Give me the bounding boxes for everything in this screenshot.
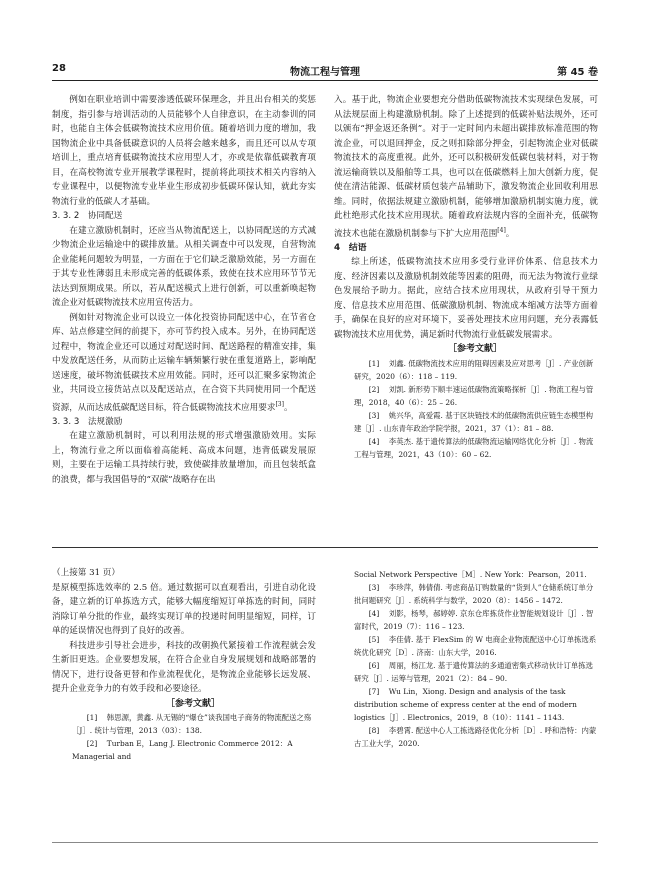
footer-rule	[52, 842, 598, 843]
section-heading: 4 结语	[334, 242, 367, 253]
lower-right-column	[334, 568, 598, 750]
reference-item: [1] 刘鑫. 低碳物流技术应用的阻碍因素及应对思考［J］. 产业创新研究，2020（6）：118 – 119.	[354, 358, 594, 381]
reference-item: [2] 刘凯. 新形势下顺丰速运低碳物流策略探析［J］. 物流工程与管理，2018，40（6）：25 – 26.	[354, 384, 594, 407]
citation: [3]	[275, 400, 284, 408]
paragraph: 在建立激励机制时，可以利用法规的形式增强激励效用。实际上，物流行业之所以面临着高能耗、高成本问题，违背低碳发展原则，主要在于运输工具持续行驶，致使碳排放量增加，而且包装纸盒的浪费，都与我国倡导的“双碳”战略存在出	[52, 431, 316, 485]
section-divider	[52, 547, 598, 548]
references-title: ［参考文献］	[165, 698, 220, 709]
reference-item: [4] 李英杰. 基于遗传算法的低碳物流运输网络优化分析［J］. 物流工程与管理，2021，43（10）：60 – 62.	[354, 436, 594, 459]
reference-item: [3] 姚兴华，高爱霞. 基于区块链技术的低碳物流供应链生态模型构建［J］. 山东青年政治学院学报，2021，37（1）：81 – 88.	[354, 410, 594, 433]
subsection-heading: 3. 3. 2 协同配送	[52, 211, 123, 221]
references-title: ［参考文献］	[447, 344, 502, 355]
lower-left-column	[52, 566, 316, 763]
header-rule	[52, 80, 598, 81]
reference-item: [4] 刘影，杨琴，郝婷婷. 京东仓库拣货作业智能规划设计［J］. 智富时代，2019（7）：116 – 123.	[354, 609, 594, 631]
reference-item: [3] 李珍萍，韩倩倩. 考虑商品订购数量的“货到人”仓储系统订单分批问题研究［J］. 系统科学与数学，2020（8）：1456 – 1472.	[354, 583, 594, 605]
reference-item: [1] 韩思源，黄鑫. 从无锡的“爆仓”谈我国电子商务的物流配送之殇［J］. 统计与管理，2013（03）：138.	[72, 713, 312, 735]
paragraph: 科技进步引导社会进步，科技的改朝换代紧接着工作流程就会发生新旧更迭。企业要想发展，在符合企业自身发展规划和战略部署的情况下，进行设备更替和作业流程优化，是物流企业能够长远发展、提升企业竞争力的有效手段和必要途径。	[52, 640, 316, 694]
paragraph: 是原模型拣选效率的 2.5 倍。通过数据可以直观看出，引进自动化设备，建立新的订单拣选方式，能够大幅度缩短订单拣选的时间，同时消除订单分批的作业，最终实现订单的投递时间明显缩短，同样，订单的延误情况也得到了良好的改善。	[52, 582, 316, 636]
volume-label: 第 45 卷	[557, 67, 598, 78]
reference-item: [5] 李佳倩. 基于 FlexSim 的 W 电商企业物流配送中心订单拣选系统优化研究［D］. 济南：山东大学，2016.	[354, 635, 597, 657]
paragraph: 在建立激励机制时，还应当从物流配送上，以协同配送的方式减少物流企业运输途中的碳排放量。从相关调查中可以发现，自营物流企业能耗问题较为明显，一方面在于它们缺乏激励效能，另一方面在于其专业性薄弱且未形成完善的低碳体系，致使在技术应用环节节无法达到预期成果。所以，若从配送模式上进行创新，可以重新唤起物流企业对低碳物流技术应用宣传活力。	[52, 225, 316, 308]
reference-item: [7] Wu Lin，Xiong. Design and analysis of the task distribution scheme of express center at the end of modern logistics［J］. Electronics，2019，8（10）：1141 – 1143.	[354, 687, 577, 722]
journal-name: 物流工程与管理	[290, 67, 360, 78]
left-column	[52, 93, 316, 487]
continuation-note: （上接第 31 页）	[52, 568, 120, 578]
right-column	[334, 93, 598, 461]
subsection-heading: 3. 3. 3 法规激励	[52, 416, 123, 427]
reference-item: [8] 李碧霄. 配送中心人工拣选路径优化分析［D］. 呼和浩特：内蒙古工业大学，2020.	[354, 726, 597, 748]
citation: [4]	[497, 226, 506, 234]
paragraph: 例如在职业培训中需要渗透低碳环保理念，并且出台相关的奖惩制度，指引参与培训活动的人员能够个人自律意识，在主动参训的同时，也能自主体会低碳物流技术应用价值。随着培训力度的增加，我国物流企业中具备低碳意识的人员将会越来越多，而且还可以从专项培训上，重点培育低碳物流技术应用型人才，亦或是依靠低碳教育项目，在高校物流专业开展教学课程时，提前将此项技术相关内容纳入专业课程中，以便物流专业毕业生形成初步低碳环保认知，就此夯实物流行业的低碳人才基础。	[52, 95, 316, 207]
page-number: 28	[52, 63, 66, 74]
reference-item: [6] 周丽，杨江龙. 基于遗传算法的多通道密集式移动伙计订单拣选研究［J］. 运筹与管理，2021（2）：84 – 90.	[354, 661, 594, 683]
paragraph: 综上所述，低碳物流技术应用多受行业评价体系、信息技术力度、经济因素以及激励机制效能等因素的阻碍，而无法为物流行业绿色发展给予助力。据此，应结合技术应用现状，从政府引导干预力度、信息技术应用范围、低碳激励机制、物流成本缩减方法等方面着手，确保在良好的应对环境下，妥善处理技术应用问题，充分表露低碳物流技术应用优势，满足新时代物流行业低碳发展需求。	[334, 257, 598, 340]
running-header	[52, 61, 598, 79]
reference-continuation: Social Network Perspective［M］. New York：Pearson，2011.	[354, 570, 587, 579]
paragraph: 入。基于此，物流企业要想充分借助低碳物流技术实现绿色发展，可从法规层面上构建激励机制。除了上述提到的低碳补贴法规外，还可以颁布“押金返还条例”。对于一定时间内未超出碳排放标准范围的物流企业，可以退回押金，反之则扣除部分押金，引起物流企业对低碳物流技术的高度重视。此外，还可以积极研发低碳包装材料，对于物流运输商铁以及船舶等工具，也可以在低碳燃料上加大创新力度，促使在清洁能源、低碳材质包装产品辅助下，激发物流企业回收利用思维。同时，依据法规建立激励机制，能够增加激励机制实施力度，就此杜绝形式化技术应用现状。随着政府法规内容的全面补充，低碳物流技术也能在激励机制参与下扩大应用范围[4]。	[334, 95, 598, 239]
paragraph: 例如针对物流企业可以设立一体化投资协同配送中心，在节省仓库、站点修建空间的前提下，亦可节约投入成本。另外，在协同配送过程中，物流企业还可以通过对配送时间、配送路程的精准安排，集中发放配送任务，从而防止运输车辆频繁行驶在重复道路上，影响配送速度，破坏物流低碳技术应用效能。同时，还可以汇聚多家物流企业，共同设立接货站点以及配送站点，在合资下共同使用同一个配送资源，从而达成低碳配送目标，符合低碳物流技术应用要求[3]。	[52, 312, 316, 413]
reference-item: [2] Turban E，Lang J. Electronic Commerce 2012：A Managerial and	[72, 739, 293, 761]
